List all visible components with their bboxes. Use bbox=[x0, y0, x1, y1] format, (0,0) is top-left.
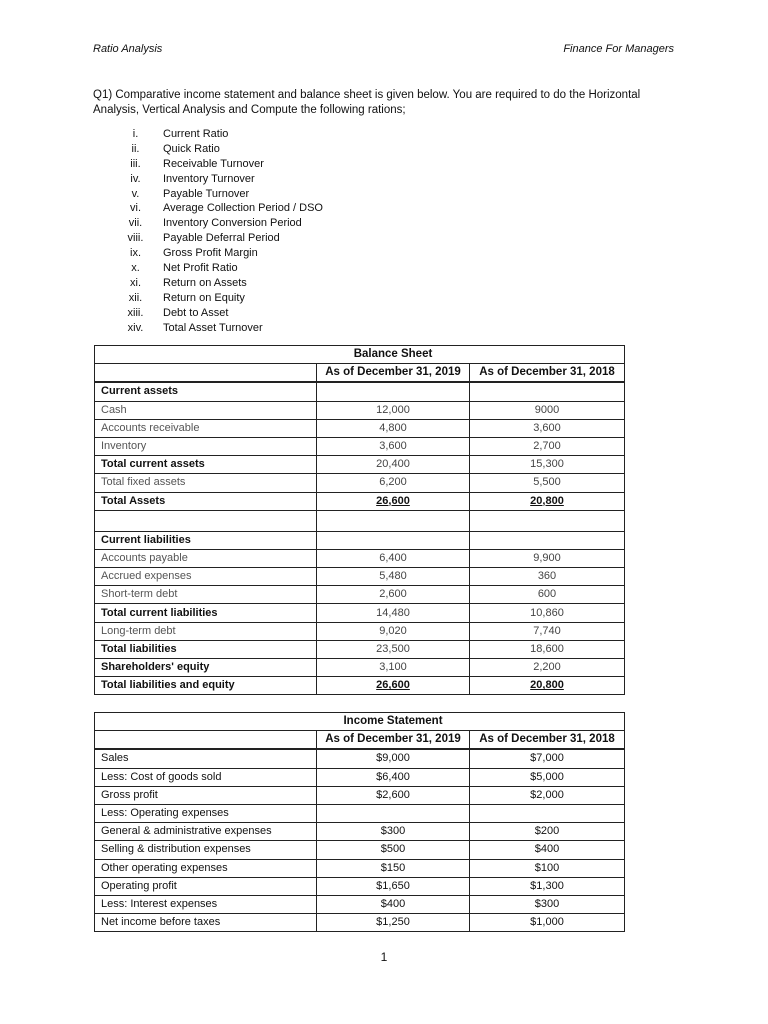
row-label: Accrued expenses bbox=[95, 568, 317, 586]
value-2019: $300 bbox=[317, 823, 470, 841]
value-2019: 5,480 bbox=[317, 568, 470, 586]
table-row bbox=[95, 437, 625, 455]
table-row bbox=[95, 859, 625, 877]
ratio-number: iii. bbox=[130, 157, 141, 170]
table-row bbox=[95, 677, 625, 695]
row-label: Cash bbox=[95, 401, 317, 419]
ratio-number: ii. bbox=[131, 142, 140, 155]
row-label: Accounts receivable bbox=[95, 419, 317, 437]
income-statement-col-2019: As of December 31, 2019 bbox=[317, 731, 470, 750]
value-2018: 20,800 bbox=[470, 492, 625, 510]
ratio-label: Return on Equity bbox=[163, 291, 245, 304]
ratio-number: xi. bbox=[130, 276, 141, 289]
ratio-label: Payable Turnover bbox=[163, 187, 250, 200]
row-label: Current liabilities bbox=[95, 531, 317, 549]
value-2019: $150 bbox=[317, 859, 470, 877]
ratio-item bbox=[108, 306, 323, 321]
row-label: General & administrative expenses bbox=[95, 823, 317, 841]
value-2018: 9000 bbox=[470, 401, 625, 419]
table-row bbox=[95, 604, 625, 622]
ratio-label: Debt to Asset bbox=[163, 306, 229, 319]
table-row bbox=[95, 568, 625, 586]
balance-sheet-table bbox=[94, 345, 625, 695]
row-label: Selling & distribution expenses bbox=[95, 841, 317, 859]
page-number: 1 bbox=[380, 950, 388, 964]
value-2018: 7,740 bbox=[470, 622, 625, 640]
value-2018: 9,900 bbox=[470, 549, 625, 567]
table-row bbox=[95, 474, 625, 492]
row-label: Short-term debt bbox=[95, 586, 317, 604]
table-row bbox=[95, 549, 625, 567]
ratio-item bbox=[108, 261, 323, 276]
ratio-item bbox=[108, 201, 323, 216]
ratio-item bbox=[108, 291, 323, 306]
value-2018: $7,000 bbox=[470, 749, 625, 768]
ratio-item bbox=[108, 321, 323, 336]
ratio-number: iv. bbox=[130, 172, 141, 185]
value-2019: 2,600 bbox=[317, 586, 470, 604]
ratio-label: Quick Ratio bbox=[163, 142, 220, 155]
value-2018: $1,300 bbox=[470, 877, 625, 895]
value-2018: $200 bbox=[470, 823, 625, 841]
ratio-item bbox=[108, 216, 323, 231]
ratio-label: Net Profit Ratio bbox=[163, 262, 238, 275]
value-2019: 6,400 bbox=[317, 549, 470, 567]
question-text: Q1) Comparative income statement and balance sheet is given below. You are required to do the Horizontal Analysis, Vertical Analysis and Compute the following rations; bbox=[93, 89, 641, 116]
table-row bbox=[95, 419, 625, 437]
row-label: Long-term debt bbox=[95, 622, 317, 640]
table-row bbox=[95, 841, 625, 859]
value-2018 bbox=[470, 510, 625, 531]
ratio-item bbox=[108, 142, 323, 157]
value-2018: 18,600 bbox=[470, 640, 625, 658]
ratio-number: i. bbox=[132, 128, 139, 140]
value-2019 bbox=[317, 510, 470, 531]
table-row bbox=[95, 823, 625, 841]
header-left: Ratio Analysis bbox=[93, 43, 163, 55]
table-row bbox=[95, 768, 625, 786]
value-2019: 3,100 bbox=[317, 659, 470, 677]
income-statement-table bbox=[94, 712, 625, 932]
value-2018: 10,860 bbox=[470, 604, 625, 622]
ratio-number: xiii. bbox=[127, 306, 144, 319]
value-2018: $5,000 bbox=[470, 768, 625, 786]
ratio-number: ix. bbox=[130, 247, 141, 260]
value-2019: $9,000 bbox=[317, 749, 470, 768]
value-2019: 23,500 bbox=[317, 640, 470, 658]
ratio-number: vi. bbox=[130, 202, 141, 215]
row-label: Total current assets bbox=[95, 456, 317, 474]
value-2018: $2,000 bbox=[470, 786, 625, 804]
value-2019: 20,400 bbox=[317, 456, 470, 474]
value-2019: 26,600 bbox=[317, 492, 470, 510]
row-label: Total liabilities bbox=[95, 640, 317, 658]
row-label: Total Assets bbox=[95, 492, 317, 510]
row-label: Total current liabilities bbox=[95, 604, 317, 622]
ratio-number: viii. bbox=[127, 232, 144, 245]
table-row bbox=[95, 786, 625, 804]
ratio-label: Receivable Turnover bbox=[163, 157, 264, 170]
table-row bbox=[95, 382, 625, 401]
ratio-list bbox=[108, 127, 323, 335]
table-row bbox=[95, 401, 625, 419]
table-row bbox=[95, 586, 625, 604]
value-2018: 2,700 bbox=[470, 437, 625, 455]
row-label: Less: Interest expenses bbox=[95, 895, 317, 913]
table-row bbox=[95, 895, 625, 913]
row-label bbox=[95, 510, 317, 531]
table-row bbox=[95, 531, 625, 549]
value-2019: 9,020 bbox=[317, 622, 470, 640]
row-label: Total liabilities and equity bbox=[95, 677, 317, 695]
income-statement-col-2018: As of December 31, 2018 bbox=[470, 731, 625, 750]
table-row bbox=[95, 622, 625, 640]
ratio-number: xii. bbox=[128, 291, 143, 304]
income-statement-header-row bbox=[95, 731, 625, 750]
value-2018: 20,800 bbox=[470, 677, 625, 695]
table-row bbox=[95, 492, 625, 510]
ratio-label: Return on Assets bbox=[163, 276, 247, 289]
ratio-number: v. bbox=[131, 187, 140, 200]
value-2019: $2,600 bbox=[317, 786, 470, 804]
value-2018: 600 bbox=[470, 586, 625, 604]
table-row bbox=[95, 914, 625, 932]
balance-sheet-title: Balance Sheet bbox=[317, 346, 470, 364]
value-2018: $100 bbox=[470, 859, 625, 877]
ratio-item bbox=[108, 231, 323, 246]
table-row bbox=[95, 749, 625, 768]
value-2018: 5,500 bbox=[470, 474, 625, 492]
ratio-label: Current Ratio bbox=[163, 128, 229, 140]
value-2019: $1,650 bbox=[317, 877, 470, 895]
value-2018: $300 bbox=[470, 895, 625, 913]
value-2019: 6,200 bbox=[317, 474, 470, 492]
value-2019: 12,000 bbox=[317, 401, 470, 419]
ratio-item bbox=[108, 276, 323, 291]
value-2018 bbox=[470, 382, 625, 401]
row-label: Inventory bbox=[95, 437, 317, 455]
income-statement-title: Income Statement bbox=[317, 713, 470, 731]
ratio-label: Average Collection Period / DSO bbox=[163, 202, 323, 215]
ratio-item bbox=[108, 246, 323, 261]
ratio-item bbox=[108, 127, 323, 142]
value-2018 bbox=[470, 804, 625, 822]
income-statement-title-row bbox=[95, 713, 625, 731]
value-2019: 14,480 bbox=[317, 604, 470, 622]
value-2019 bbox=[317, 804, 470, 822]
row-label: Other operating expenses bbox=[95, 859, 317, 877]
ratio-label: Gross Profit Margin bbox=[163, 247, 258, 260]
value-2018: $400 bbox=[470, 841, 625, 859]
row-label: Current assets bbox=[95, 382, 317, 401]
row-label: Shareholders' equity bbox=[95, 659, 317, 677]
ratio-number: vii. bbox=[128, 217, 143, 230]
value-2019: $400 bbox=[317, 895, 470, 913]
row-label: Gross profit bbox=[95, 786, 317, 804]
value-2019: $6,400 bbox=[317, 768, 470, 786]
balance-sheet-col-2018: As of December 31, 2018 bbox=[470, 364, 625, 383]
table-row bbox=[95, 804, 625, 822]
row-label: Operating profit bbox=[95, 877, 317, 895]
table-row bbox=[95, 659, 625, 677]
header-right: Finance For Managers bbox=[563, 43, 674, 55]
value-2018: $1,000 bbox=[470, 914, 625, 932]
ratio-item bbox=[108, 187, 323, 202]
ratio-label: Inventory Conversion Period bbox=[163, 217, 302, 230]
ratio-label: Payable Deferral Period bbox=[163, 232, 280, 245]
ratio-item bbox=[108, 172, 323, 187]
table-row bbox=[95, 456, 625, 474]
balance-sheet-col-2019: As of December 31, 2019 bbox=[317, 364, 470, 383]
row-label: Accounts payable bbox=[95, 549, 317, 567]
row-label: Sales bbox=[95, 749, 317, 768]
ratio-label: Total Asset Turnover bbox=[163, 321, 263, 334]
row-label: Net income before taxes bbox=[95, 914, 317, 932]
ratio-number: xiv. bbox=[127, 321, 144, 334]
value-2018: 3,600 bbox=[470, 419, 625, 437]
value-2019: $500 bbox=[317, 841, 470, 859]
value-2018: 15,300 bbox=[470, 456, 625, 474]
value-2019 bbox=[317, 531, 470, 549]
ratio-label: Inventory Turnover bbox=[163, 172, 255, 185]
value-2019: $1,250 bbox=[317, 914, 470, 932]
value-2019: 3,600 bbox=[317, 437, 470, 455]
value-2019: 4,800 bbox=[317, 419, 470, 437]
table-row bbox=[95, 640, 625, 658]
table-row bbox=[95, 877, 625, 895]
ratio-item bbox=[108, 157, 323, 172]
row-label: Total fixed assets bbox=[95, 474, 317, 492]
value-2018 bbox=[470, 531, 625, 549]
value-2019 bbox=[317, 382, 470, 401]
ratio-number: x. bbox=[131, 262, 140, 275]
balance-sheet-title-row bbox=[95, 346, 625, 364]
row-label: Less: Operating expenses bbox=[95, 804, 317, 822]
value-2018: 2,200 bbox=[470, 659, 625, 677]
table-row bbox=[95, 510, 625, 531]
row-label: Less: Cost of goods sold bbox=[95, 768, 317, 786]
value-2018: 360 bbox=[470, 568, 625, 586]
balance-sheet-header-row bbox=[95, 364, 625, 383]
value-2019: 26,600 bbox=[317, 677, 470, 695]
